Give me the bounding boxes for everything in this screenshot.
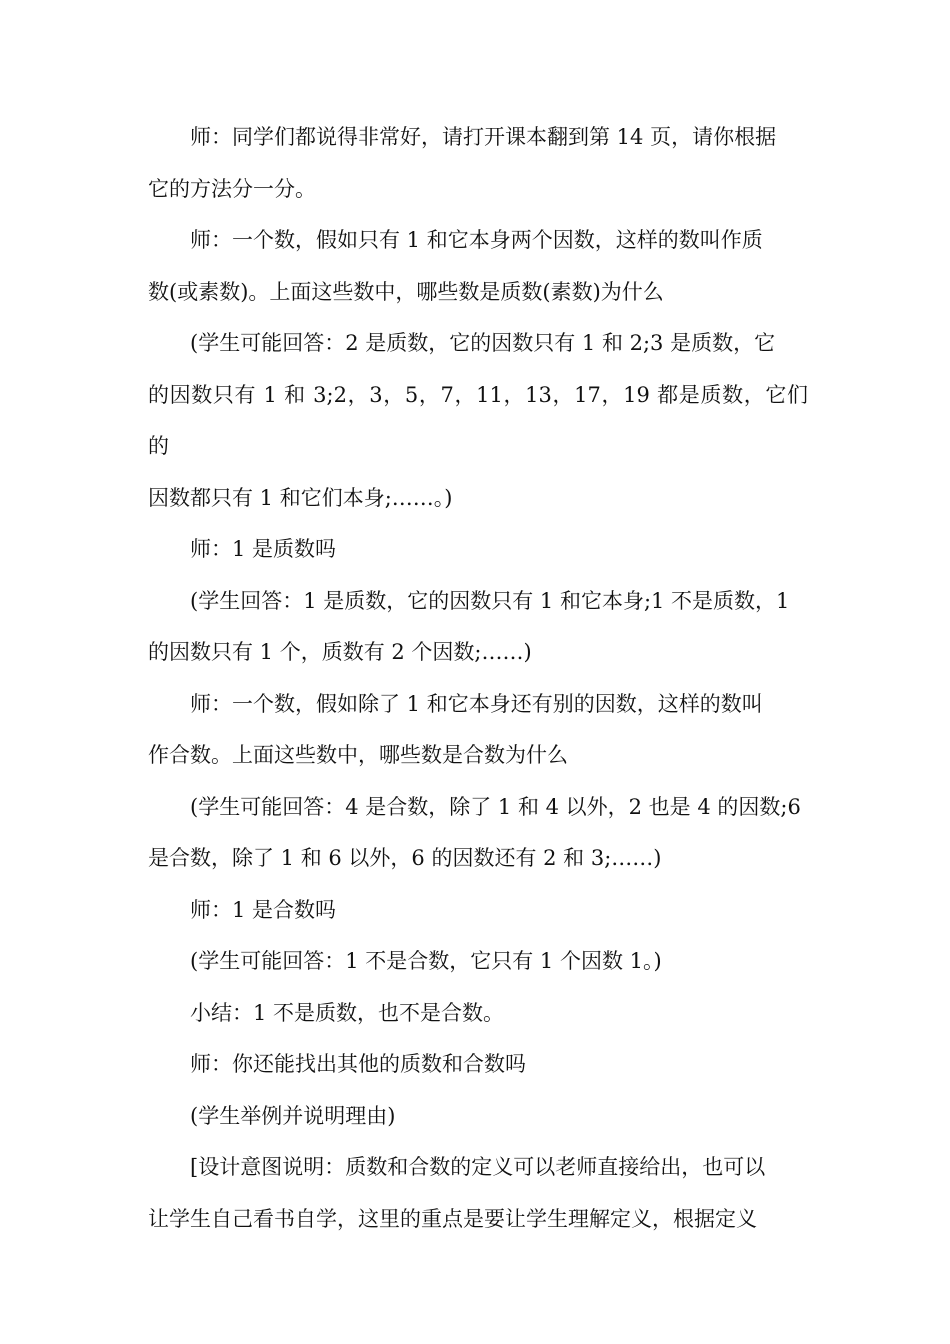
document-body bbox=[148, 112, 808, 1245]
paragraph-2: 师：一个数，假如只有 1 和它本身两个因数，这样的数叫作质 数(或素数)。上面这些数中，哪些数是质数(素数)为什么 bbox=[148, 228, 763, 304]
paragraph-9: (学生可能回答：1 不是合数，它只有 1 个因数 1。) bbox=[190, 949, 662, 973]
paragraph-11: 师：你还能找出其他的质数和合数吗 bbox=[190, 1052, 526, 1076]
paragraph-10: 小结：1 不是质数，也不是合数。 bbox=[190, 1000, 505, 1025]
paragraph-7: (学生可能回答：4 是合数，除了 1 和 4 以外，2 也是 4 的因数;6 是合数，除了 1 和 6 以外，6 的因数还有 2 和 3;……) bbox=[148, 794, 801, 870]
paragraph-1: 师：同学们都说得非常好，请打开课本翻到第 14 页，请你根据 它的方法分一分。 bbox=[148, 125, 777, 201]
paragraph-6: 师：一个数，假如除了 1 和它本身还有别的因数，这样的数叫 作合数。上面这些数中，哪些数是合数为什么 bbox=[148, 691, 763, 767]
paragraph-5: (学生回答：1 是质数，它的因数只有 1 和它本身;1 不是质数，1 的因数只有 1 个，质数有 2 个因数;……) bbox=[148, 588, 790, 664]
paragraph-3: (学生可能回答：2 是质数，它的因数只有 1 和 2;3 是质数，它 的因数只有 1 和 3;2，3，5，7，11，13，17，19 都是质数，它们的 因数都只有 1 和它们本身;……。) bbox=[148, 331, 808, 510]
paragraph-4: 师：1 是质数吗 bbox=[190, 537, 337, 561]
paragraph-12: (学生举例并说明理由) bbox=[190, 1103, 396, 1128]
paragraph-13: [设计意图说明：质数和合数的定义可以老师直接给出，也可以 让学生自己看书自学，这里的重点是要让学生理解定义，根据定义 bbox=[148, 1155, 766, 1231]
paragraph-8: 师：1 是合数吗 bbox=[190, 897, 337, 922]
